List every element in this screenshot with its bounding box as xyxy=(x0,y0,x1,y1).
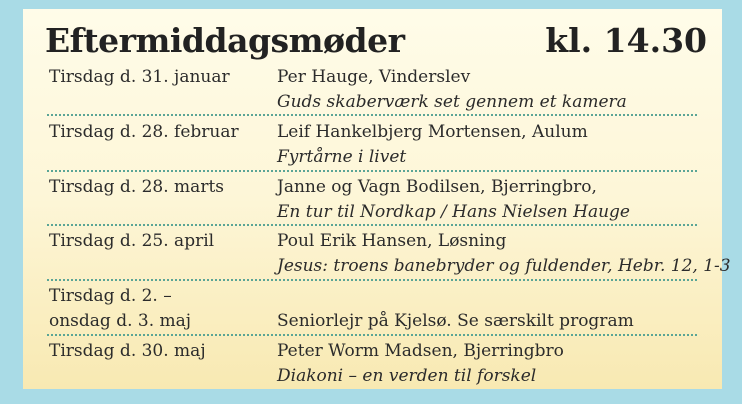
meeting-date: Tirsdag d. 31. januar xyxy=(49,67,230,87)
meeting-topic: Jesus: troens banebryder og fuldender, Hebr. 12, 1-3 xyxy=(277,256,731,276)
list-item xyxy=(47,281,697,336)
meeting-topic: En tur til Nordkap / Hans Nielsen Hauge xyxy=(277,202,630,222)
schedule-list xyxy=(47,65,731,390)
meeting-date: Tirsdag d. 28. marts xyxy=(49,177,224,197)
meeting-topic: Guds skaberværk set gennem et kamera xyxy=(277,92,627,112)
meeting-date: Tirsdag d. 30. maj xyxy=(49,341,206,361)
list-item xyxy=(47,226,731,281)
meeting-date: Tirsdag d. 25. april xyxy=(49,231,215,251)
header xyxy=(45,21,707,69)
meeting-time: kl. 14.30 xyxy=(545,21,707,60)
meeting-topic: Diakoni – en verden til forskel xyxy=(277,366,537,386)
meeting-topic: Fyrtårne i livet xyxy=(277,147,407,167)
meeting-date-end: onsdag d. 3. maj xyxy=(49,311,192,331)
meeting-date-start: Tirsdag d. 2. – xyxy=(49,286,172,306)
meeting-speaker: Leif Hankelbjerg Mortensen, Aulum xyxy=(277,122,588,142)
list-item xyxy=(47,65,697,116)
list-item xyxy=(47,336,697,390)
meeting-speaker: Janne og Vagn Bodilsen, Bjerringbro, xyxy=(277,177,597,197)
page-title: Eftermiddagsmøder xyxy=(45,21,405,60)
meeting-speaker: Seniorlejr på Kjelsø. Se særskilt program xyxy=(277,311,634,331)
meeting-date: Tirsdag d. 28. februar xyxy=(49,122,239,142)
list-item xyxy=(47,116,697,172)
meeting-speaker: Peter Worm Madsen, Bjerringbro xyxy=(277,341,564,361)
meeting-speaker: Poul Erik Hansen, Løsning xyxy=(277,231,507,251)
meeting-speaker: Per Hauge, Vinderslev xyxy=(277,67,471,87)
meetings-card xyxy=(23,9,731,389)
list-item xyxy=(47,172,697,226)
